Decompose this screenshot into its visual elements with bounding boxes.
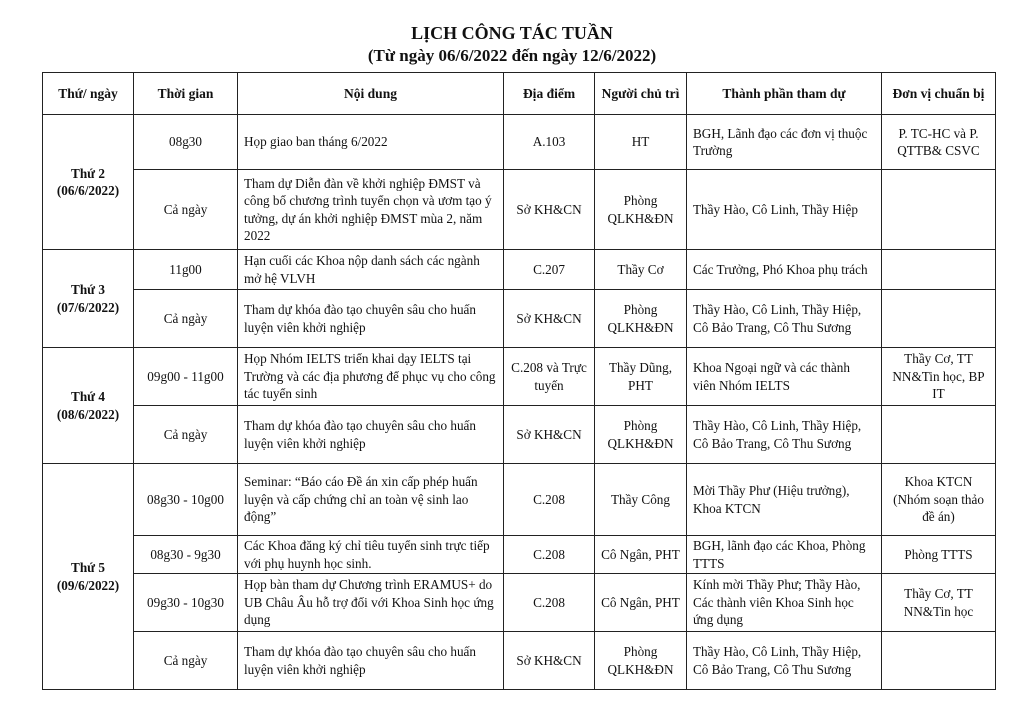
- place-cell: A.103: [504, 115, 595, 170]
- day-date: (08/6/2022): [56, 406, 120, 422]
- host-cell: Phòng QLKH&ĐN: [595, 170, 687, 250]
- place-cell: C.208: [504, 536, 595, 574]
- place-cell: C.208: [504, 574, 595, 632]
- host-cell: Phòng QLKH&ĐN: [595, 632, 687, 690]
- header-attendees: Thành phần tham dự: [687, 73, 882, 115]
- attendees-cell: Khoa Ngoại ngữ và các thành viên Nhóm IELTS: [687, 348, 882, 406]
- header-day: Thứ/ ngày: [43, 73, 134, 115]
- prep-cell: [882, 250, 996, 290]
- prep-cell: [882, 632, 996, 690]
- prep-cell: Thầy Cơ, TT NN&Tin học: [882, 574, 996, 632]
- time-cell: Cả ngày: [134, 632, 238, 690]
- attendees-cell: Thầy Hào, Cô Linh, Thầy Hiệp, Cô Bảo Trang, Cô Thu Sương: [687, 632, 882, 690]
- header-content: Nội dung: [238, 73, 504, 115]
- header-time: Thời gian: [134, 73, 238, 115]
- place-cell: C.208 và Trực tuyến: [504, 348, 595, 406]
- header-prep: Đơn vị chuẩn bị: [882, 73, 996, 115]
- header-row: [43, 73, 996, 115]
- place-cell: Sở KH&CN: [504, 170, 595, 250]
- page-title: LỊCH CÔNG TÁC TUẦN: [411, 23, 613, 43]
- header-place: Địa điểm: [504, 73, 595, 115]
- content-cell: Tham dự khóa đào tạo chuyên sâu cho huấn luyện viên khởi nghiệp: [238, 406, 504, 464]
- place-cell: Sở KH&CN: [504, 632, 595, 690]
- prep-cell: [882, 406, 996, 464]
- prep-cell: Khoa KTCN (Nhóm soạn thảo đề án): [882, 464, 996, 536]
- time-cell: 09g30 - 10g30: [134, 574, 238, 632]
- time-cell: Cả ngày: [134, 170, 238, 250]
- header-host: Người chủ trì: [595, 73, 687, 115]
- host-cell: Thầy Công: [595, 464, 687, 536]
- content-cell: Tham dự khóa đào tạo chuyên sâu cho huấn luyện viên khởi nghiệp: [238, 290, 504, 348]
- host-cell: Phòng QLKH&ĐN: [595, 290, 687, 348]
- content-cell: Họp bàn tham dự Chương trình ERAMUS+ do UB Châu Âu hỗ trợ đối với Khoa Sinh học ứng dụng: [238, 574, 504, 632]
- day-name: Thứ 4: [71, 389, 105, 404]
- prep-cell: [882, 290, 996, 348]
- day-cell: [43, 348, 134, 464]
- table-row: [43, 170, 996, 250]
- day-cell: [43, 464, 134, 690]
- day-date: (06/6/2022): [56, 183, 120, 198]
- day-cell: [43, 115, 134, 250]
- attendees-cell: BGH, Lãnh đạo các đơn vị thuộc Trường: [687, 115, 882, 170]
- content-cell: Họp Nhóm IELTS triển khai dạy IELTS tại Trường và các địa phương để phục vụ cho công tác tuyển sinh: [238, 348, 504, 406]
- host-cell: Phòng QLKH&ĐN: [595, 406, 687, 464]
- time-cell: 08g30 - 10g00: [134, 464, 238, 536]
- host-cell: Cô Ngân, PHT: [595, 536, 687, 574]
- table-row: [43, 574, 996, 632]
- prep-cell: Phòng TTTS: [882, 536, 996, 574]
- attendees-cell: Thầy Hào, Cô Linh, Thầy Hiệp, Cô Bảo Trang, Cô Thu Sương: [687, 290, 882, 348]
- place-cell: C.207: [504, 250, 595, 290]
- attendees-cell: BGH, lãnh đạo các Khoa, Phòng TTTS: [687, 536, 882, 574]
- prep-cell: [882, 170, 996, 250]
- table-row: [43, 250, 996, 290]
- day-date: (09/6/2022): [56, 577, 120, 593]
- time-cell: 11g00: [134, 250, 238, 290]
- host-cell: Thầy Dũng, PHT: [595, 348, 687, 406]
- time-cell: 08g30 - 9g30: [134, 536, 238, 574]
- schedule-table: [42, 72, 996, 690]
- day-name: Thứ 5: [71, 560, 105, 575]
- content-cell: Họp giao ban tháng 6/2022: [238, 115, 504, 170]
- attendees-cell: Thầy Hào, Cô Linh, Thầy Hiệp: [687, 170, 882, 250]
- table-row: [43, 406, 996, 464]
- attendees-cell: Thầy Hào, Cô Linh, Thầy Hiệp, Cô Bảo Trang, Cô Thu Sương: [687, 406, 882, 464]
- table-row: [43, 348, 996, 406]
- place-cell: C.208: [504, 464, 595, 536]
- content-cell: Seminar: “Báo cáo Đề án xin cấp phép huấn luyện và cấp chứng chỉ an toàn vệ sinh lao động”: [238, 464, 504, 536]
- table-row: [43, 536, 996, 574]
- host-cell: Cô Ngân, PHT: [595, 574, 687, 632]
- content-cell: Hạn cuối các Khoa nộp danh sách các ngành mở hệ VLVH: [238, 250, 504, 290]
- table-row: [43, 290, 996, 348]
- day-name: Thứ 3: [71, 282, 105, 297]
- table-row: [43, 464, 996, 536]
- host-cell: Thầy Cơ: [595, 250, 687, 290]
- time-cell: 08g30: [134, 115, 238, 170]
- table-row: [43, 632, 996, 690]
- day-name: Thứ 2: [71, 165, 105, 181]
- content-cell: Tham dự Diễn đàn về khởi nghiệp ĐMST và công bố chương trình tuyển chọn và ươm tạo ý tưởng, dự án khởi nghiệp ĐMST mùa 2, năm 2022: [238, 170, 504, 250]
- prep-cell: P. TC-HC và P. QTTB& CSVC: [882, 115, 996, 170]
- host-cell: HT: [595, 115, 687, 170]
- attendees-cell: Kính mời Thầy Phư; Thầy Hào, Các thành viên Khoa Sinh học ứng dụng: [687, 574, 882, 632]
- time-cell: Cả ngày: [134, 290, 238, 348]
- day-cell: [43, 250, 134, 348]
- attendees-cell: Mời Thầy Phư (Hiệu trưởng), Khoa KTCN: [687, 464, 882, 536]
- time-cell: Cả ngày: [134, 406, 238, 464]
- content-cell: Các Khoa đăng ký chỉ tiêu tuyển sinh trực tiếp với phụ huynh học sinh.: [238, 536, 504, 574]
- place-cell: Sở KH&CN: [504, 290, 595, 348]
- place-cell: Sở KH&CN: [504, 406, 595, 464]
- page-subtitle: (Từ ngày 06/6/2022 đến ngày 12/6/2022): [367, 46, 657, 65]
- day-date: (07/6/2022): [56, 299, 120, 315]
- attendees-cell: Các Trưởng, Phó Khoa phụ trách: [687, 250, 882, 290]
- table-row: [43, 115, 996, 170]
- time-cell: 09g00 - 11g00: [134, 348, 238, 406]
- prep-cell: Thầy Cơ, TT NN&Tin học, BP IT: [882, 348, 996, 406]
- content-cell: Tham dự khóa đào tạo chuyên sâu cho huấn luyện viên khởi nghiệp: [238, 632, 504, 690]
